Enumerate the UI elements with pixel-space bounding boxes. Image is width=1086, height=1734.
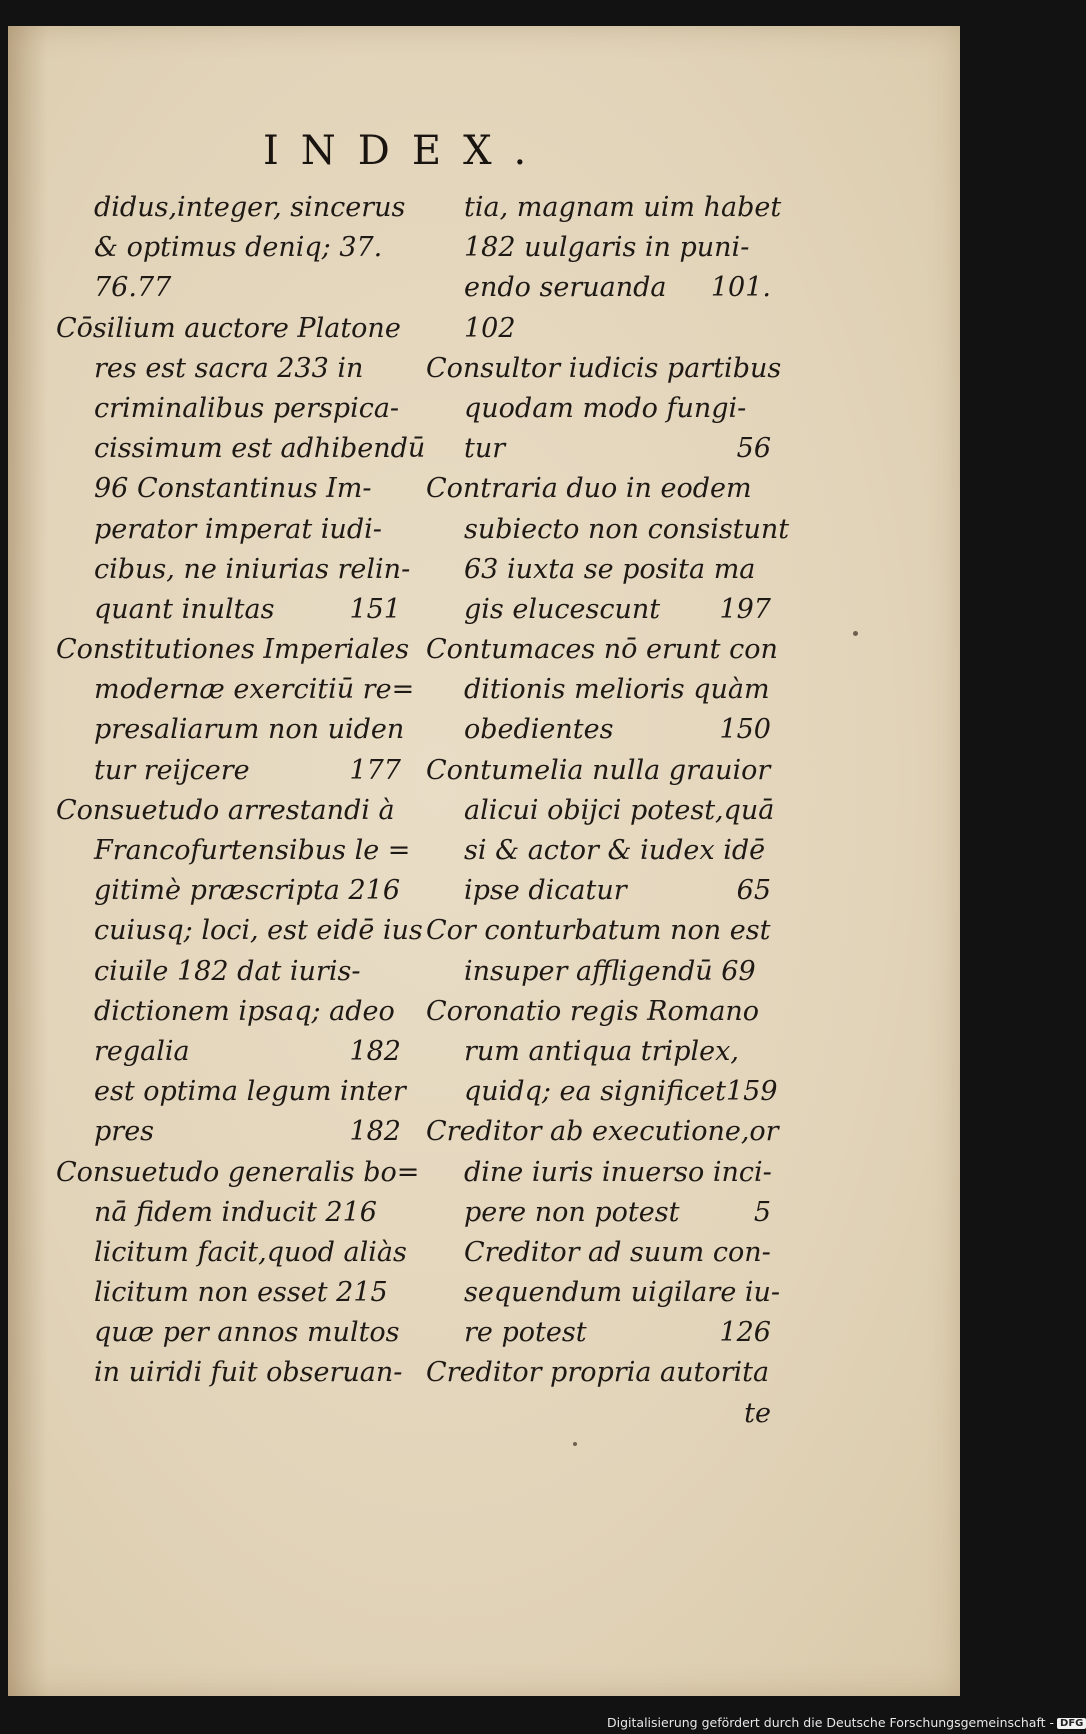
page-reference: 177 xyxy=(349,754,401,786)
index-line xyxy=(426,871,771,911)
index-line xyxy=(56,1153,420,1193)
page-gutter-shadow xyxy=(8,26,48,1696)
index-line-text: in uiridi fuit obseruan- xyxy=(94,1357,403,1389)
index-line-text: quodam modo fungi- xyxy=(464,392,747,424)
index-line-text: modernæ exercitiū re= xyxy=(94,674,415,706)
index-line xyxy=(56,188,406,228)
index-line xyxy=(426,590,771,630)
index-line xyxy=(426,1313,771,1353)
index-line-text: Contraria duo in eodem xyxy=(426,473,752,505)
index-line-text: obedientes xyxy=(464,714,614,746)
index-line xyxy=(426,1394,771,1434)
index-line xyxy=(426,1353,771,1393)
index-line-text: quæ per annos multos xyxy=(94,1317,400,1349)
index-line xyxy=(56,389,401,429)
index-line-text: dictionem ipsaq; adeo xyxy=(94,995,395,1027)
index-line-text: didus,integer, sincerus xyxy=(94,192,406,223)
index-line-text: Creditor ab executione,or xyxy=(426,1116,779,1148)
page-reference: 5 xyxy=(753,1196,771,1228)
index-line-text: licitum non esset 215 xyxy=(94,1277,388,1309)
index-line xyxy=(426,188,782,228)
index-line-text: Consultor iudicis partibus xyxy=(426,352,782,384)
index-line xyxy=(56,871,401,911)
index-line xyxy=(426,1273,781,1313)
index-line-text: 96 Constantinus Im- xyxy=(94,473,372,505)
index-line-text: Cor conturbatum non est xyxy=(426,915,771,947)
index-line xyxy=(56,1313,401,1353)
index-line-text: Consuetudo arrestandi à xyxy=(56,794,395,826)
index-line-text: insuper affligendū 69 xyxy=(464,955,756,987)
index-line xyxy=(426,349,782,389)
right-column xyxy=(426,188,790,1434)
index-line-text: 76.77 xyxy=(94,272,172,304)
index-line xyxy=(426,751,771,791)
index-line-text: ciuile 182 dat iuris- xyxy=(94,955,361,987)
index-line-text: ditionis melioris quàm xyxy=(464,674,770,706)
index-line-text: re potest xyxy=(464,1317,587,1349)
index-line-text: subiecto non consistunt xyxy=(464,513,790,545)
page-reference: 150 xyxy=(719,714,771,746)
index-line xyxy=(56,751,401,791)
index-line-text: criminalibus perspica- xyxy=(94,392,400,424)
index-line xyxy=(56,268,401,308)
index-line xyxy=(426,1112,779,1152)
index-line-text: sequendum uigilare iu- xyxy=(464,1277,781,1309)
index-line-text: licitum facit,quod aliàs xyxy=(94,1236,407,1268)
index-line xyxy=(426,1193,771,1233)
index-line-text: Constitutiones Imperiales xyxy=(56,634,410,666)
index-line xyxy=(426,429,771,469)
index-line xyxy=(56,911,423,951)
index-line xyxy=(426,791,775,831)
index-line xyxy=(426,630,778,670)
index-line xyxy=(56,1233,407,1273)
index-line xyxy=(56,349,401,389)
index-line xyxy=(56,550,411,590)
index-line-text: Contumaces nō erunt con xyxy=(426,634,778,666)
index-line xyxy=(56,670,415,710)
page-reference: 56 xyxy=(736,433,771,465)
index-line-text: res est sacra 233 in xyxy=(94,352,364,384)
index-line xyxy=(426,1032,771,1072)
index-line xyxy=(426,550,771,590)
page-reference: 197 xyxy=(719,593,771,625)
index-line xyxy=(56,429,426,469)
index-line xyxy=(426,510,790,550)
index-line-text: Coronatio regis Romano xyxy=(426,995,760,1027)
index-line-text: 102 xyxy=(464,312,516,344)
index-line xyxy=(56,1032,401,1072)
index-line xyxy=(56,228,401,268)
index-line xyxy=(426,670,771,710)
index-line-text: & optimus deniq; 37. xyxy=(94,232,383,264)
index-line-text: cibus, ne iniurias relin- xyxy=(94,553,411,585)
index-line xyxy=(426,469,771,509)
page-reference: 182 xyxy=(349,1035,401,1067)
index-line xyxy=(56,1193,401,1233)
index-line-text: Cōsilium auctore Platone xyxy=(56,312,401,344)
page-reference: 151 xyxy=(349,593,401,625)
page-header: INDEX. xyxy=(263,128,549,174)
footer-credit xyxy=(607,1715,1086,1730)
index-line-text: tia, magnam uim habet xyxy=(464,192,782,223)
index-line xyxy=(56,309,401,349)
index-line xyxy=(56,1273,401,1313)
index-line xyxy=(426,831,771,871)
footer-text: Digitalisierung gefördert durch die Deutsche Forschungsgemeinschaft - xyxy=(607,1715,1055,1730)
index-line xyxy=(56,1072,406,1112)
index-line xyxy=(56,1353,401,1393)
index-line-text: cissimum est adhibendū xyxy=(94,433,426,465)
index-line-text: Creditor propria autorita xyxy=(426,1357,770,1389)
index-line xyxy=(426,268,771,308)
index-line xyxy=(56,831,411,871)
index-line-text: rum antiqua triplex, xyxy=(464,1035,739,1067)
index-line-text: dine iuris inuerso inci- xyxy=(464,1156,772,1188)
index-line-text: ipse dicatur xyxy=(464,875,627,907)
index-line-text: quant inultas xyxy=(94,593,275,625)
index-line-text: si & actor & iudex idē xyxy=(464,835,766,866)
index-line xyxy=(426,389,771,429)
page-reference: 182 xyxy=(349,1116,401,1148)
index-line-text: quidq; ea significet159 xyxy=(464,1076,778,1108)
book-page xyxy=(8,26,960,1696)
index-line-text: Francofurtensibus le = xyxy=(94,835,411,866)
index-line-text: Consuetudo generalis bo= xyxy=(56,1156,420,1188)
index-line-text: est optima legum inter xyxy=(94,1076,406,1108)
index-line-text: 182 uulgaris in puni- xyxy=(464,232,750,264)
index-line xyxy=(56,791,401,831)
index-line-text: presaliarum non uiden xyxy=(94,714,405,746)
index-line xyxy=(56,469,401,509)
index-line-text: perator imperat iudi- xyxy=(94,513,382,545)
index-line xyxy=(56,590,401,630)
index-line xyxy=(56,952,401,992)
index-line xyxy=(426,992,771,1032)
index-line xyxy=(56,630,410,670)
index-line-text: gitimè præscripta 216 xyxy=(94,875,401,907)
index-line xyxy=(426,1233,771,1273)
page-reference: 65 xyxy=(736,875,771,907)
index-line-text: cuiusq; loci, est eidē ius xyxy=(94,915,423,947)
index-line-text: pres xyxy=(94,1116,155,1148)
index-line xyxy=(426,1153,771,1193)
index-line-text: tur xyxy=(464,433,506,465)
index-line xyxy=(426,710,771,750)
index-line-text: nā fidem inducit 216 xyxy=(94,1196,377,1228)
index-line-text: Creditor ad suum con- xyxy=(464,1236,771,1268)
index-line-text: pere non potest xyxy=(464,1196,680,1228)
index-line-text: regalia xyxy=(94,1035,190,1067)
index-line-text: te xyxy=(744,1397,771,1429)
index-line xyxy=(56,992,401,1032)
index-line-text: gis elucescunt xyxy=(464,593,661,625)
index-line xyxy=(426,309,771,349)
index-line xyxy=(426,952,771,992)
index-line xyxy=(426,1072,778,1112)
index-line xyxy=(56,510,401,550)
index-line xyxy=(426,911,771,951)
index-line xyxy=(426,228,771,268)
page-reference: 101. xyxy=(710,272,771,304)
left-column xyxy=(56,188,426,1394)
dfg-logo: DFG xyxy=(1057,1718,1086,1729)
index-line xyxy=(56,1112,401,1152)
index-line-text: tur reijcere xyxy=(94,754,250,786)
index-line-text: alicui obijci potest,quā xyxy=(464,794,775,826)
index-line-text: 63 iuxta se posita ma xyxy=(464,553,756,585)
page-reference: 126 xyxy=(719,1317,771,1349)
index-line-text: endo seruanda xyxy=(464,272,667,304)
index-line-text: Contumelia nulla grauior xyxy=(426,754,771,786)
index-line xyxy=(56,710,405,750)
